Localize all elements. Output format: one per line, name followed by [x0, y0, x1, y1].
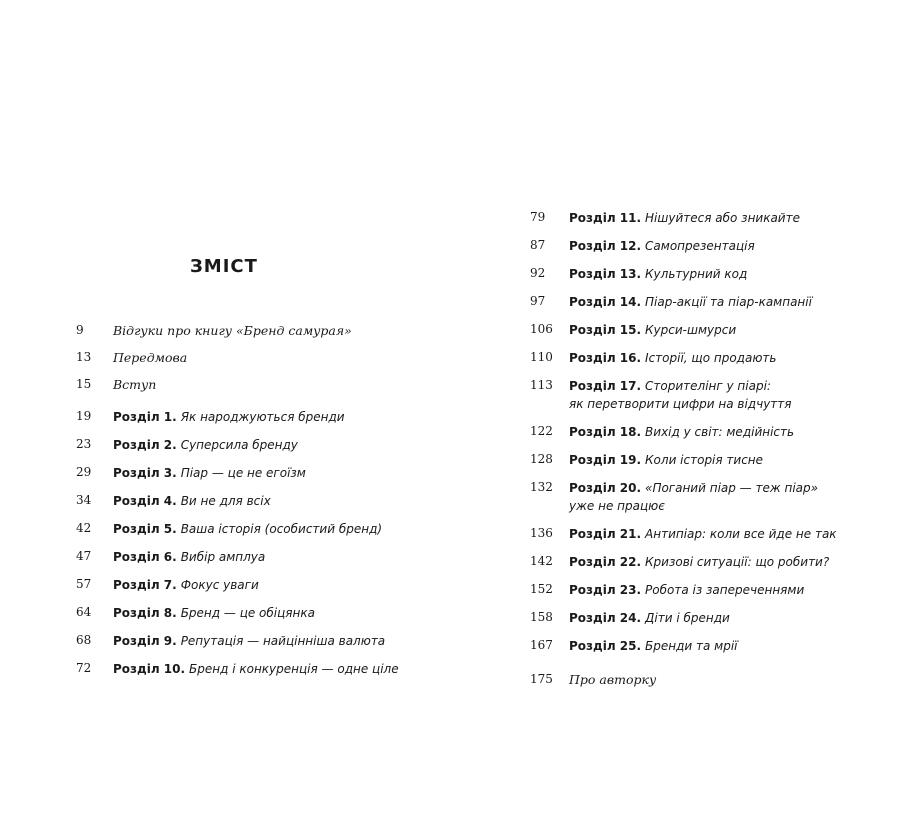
chapter-label: Розділ 3.	[113, 466, 177, 480]
page-number: 34	[76, 493, 92, 507]
toc-entry[interactable]	[76, 576, 416, 594]
chapter-title: Ви не для всіх	[180, 494, 271, 508]
chapter-title: Коли історія тисне	[645, 453, 764, 467]
page-number: 136	[530, 526, 553, 540]
toc-entry[interactable]	[76, 604, 416, 622]
page-number: 113	[530, 378, 553, 392]
chapter-label: Розділ 22.	[569, 555, 642, 569]
chapter-label: Розділ 7.	[113, 578, 177, 592]
page-number: 110	[530, 350, 553, 364]
chapter-label: Розділ 10.	[113, 662, 186, 676]
toc-entry[interactable]	[530, 237, 870, 255]
entry-title: Про авторку	[569, 672, 657, 687]
chapter-title: Як народжуються бренди	[180, 410, 345, 424]
toc-entry[interactable]	[76, 436, 416, 454]
toc-entry[interactable]	[530, 293, 870, 311]
page-number: 128	[530, 452, 553, 466]
chapter-label: Розділ 14.	[569, 295, 642, 309]
chapter-label: Розділ 12.	[569, 239, 642, 253]
chapter-title: Вибір амплуа	[180, 550, 266, 564]
page-number: 142	[530, 554, 553, 568]
page-number: 79	[530, 210, 546, 224]
chapter-title: Суперсила бренду	[180, 438, 298, 452]
page-number: 42	[76, 521, 92, 535]
page-number: 57	[76, 577, 92, 591]
chapter-title: Піар — це не егоїзм	[180, 466, 306, 480]
page-number: 64	[76, 605, 92, 619]
toc-entry[interactable]	[76, 492, 416, 510]
chapter-title-line2: як перетворити цифри на відчуття	[569, 397, 792, 411]
entry-title: Передмова	[113, 350, 188, 365]
toc-entry[interactable]	[76, 464, 416, 482]
chapter-title: «Поганий піар — теж піар»	[645, 481, 819, 495]
page-number: 19	[76, 409, 92, 423]
chapter-label: Розділ 4.	[113, 494, 177, 508]
page-number: 47	[76, 549, 92, 563]
chapter-title-line2: уже не працює	[569, 499, 665, 513]
chapter-label: Розділ 5.	[113, 522, 177, 536]
toc-entry[interactable]	[530, 479, 870, 515]
page-number: 158	[530, 610, 553, 624]
chapter-label: Розділ 19.	[569, 453, 642, 467]
chapter-title: Бренд і конкуренція — одне ціле	[189, 662, 399, 676]
toc-entry[interactable]	[76, 349, 416, 366]
toc-entry[interactable]	[530, 525, 870, 543]
toc-entry[interactable]	[530, 553, 870, 571]
chapter-title: Робота із запереченнями	[645, 583, 805, 597]
toc-entry[interactable]	[530, 581, 870, 599]
page-number: 132	[530, 480, 553, 494]
chapter-label: Розділ 9.	[113, 634, 177, 648]
toc-entry[interactable]	[530, 321, 870, 339]
page-number: 68	[76, 633, 92, 647]
chapter-label: Розділ 15.	[569, 323, 642, 337]
chapter-label: Розділ 17.	[569, 379, 642, 393]
chapter-title: Антипіар: коли все йде не так	[645, 527, 837, 541]
chapter-label: Розділ 2.	[113, 438, 177, 452]
chapter-title: Кризові ситуації: що робити?	[645, 555, 830, 569]
toc-entry[interactable]	[76, 520, 416, 538]
toc-entry[interactable]	[76, 660, 416, 678]
chapter-label: Розділ 25.	[569, 639, 642, 653]
toc-entry[interactable]	[76, 548, 416, 566]
chapter-label: Розділ 24.	[569, 611, 642, 625]
chapter-label: Розділ 20.	[569, 481, 642, 495]
toc-entry[interactable]	[76, 322, 416, 339]
page-number: 167	[530, 638, 553, 652]
chapter-label: Розділ 18.	[569, 425, 642, 439]
chapter-title: Діти і бренди	[645, 611, 730, 625]
chapter-title: Вихід у світ: медійність	[645, 425, 795, 439]
page-number: 97	[530, 294, 546, 308]
toc-entry[interactable]	[530, 265, 870, 283]
toc-entry[interactable]	[530, 377, 870, 413]
page-number: 175	[530, 672, 553, 686]
page-number: 152	[530, 582, 553, 596]
page-number: 23	[76, 437, 92, 451]
entry-title: Відгуки про книгу «Бренд самурая»	[113, 323, 352, 338]
chapter-label: Розділ 23.	[569, 583, 642, 597]
page-number: 29	[76, 465, 92, 479]
chapter-title: Бренди та мрії	[645, 639, 738, 653]
chapter-label: Розділ 6.	[113, 550, 177, 564]
page-number: 92	[530, 266, 546, 280]
page-number: 9	[76, 323, 84, 337]
page-number: 106	[530, 322, 553, 336]
chapter-label: Розділ 21.	[569, 527, 642, 541]
chapter-title: Культурний код	[645, 267, 748, 281]
toc-entry[interactable]	[76, 632, 416, 650]
chapter-title: Ваша історія (особистий бренд)	[180, 522, 383, 536]
page-title: ЗМІСТ	[190, 256, 258, 277]
chapter-label: Розділ 11.	[569, 211, 642, 225]
toc-right-column	[530, 209, 870, 688]
chapter-title: Репутація — найцінніша валюта	[180, 634, 386, 648]
toc-entry[interactable]	[530, 349, 870, 367]
chapter-title: Історії, що продають	[645, 351, 777, 365]
chapter-title: Нішуйтеся або зникайте	[645, 211, 800, 225]
page-number: 15	[76, 377, 92, 391]
toc-entry[interactable]	[530, 637, 870, 655]
chapter-label: Розділ 8.	[113, 606, 177, 620]
page-number: 122	[530, 424, 553, 438]
chapter-title: Бренд — це обіцянка	[180, 606, 315, 620]
page-number: 13	[76, 350, 92, 364]
chapter-title: Піар-акції та піар-кампанії	[645, 295, 812, 309]
toc-entry[interactable]	[530, 671, 870, 688]
toc-left-column	[76, 322, 416, 678]
toc-entry[interactable]	[530, 451, 870, 469]
toc-entry[interactable]	[530, 609, 870, 627]
chapter-title: Курси-шмурси	[645, 323, 737, 337]
toc-entry[interactable]	[76, 408, 416, 426]
toc-entry[interactable]	[530, 209, 870, 227]
page-number: 87	[530, 238, 546, 252]
chapter-label: Розділ 1.	[113, 410, 177, 424]
chapter-title: Фокус уваги	[180, 578, 259, 592]
toc-entry[interactable]	[530, 423, 870, 441]
entry-title: Вступ	[113, 377, 157, 392]
chapter-title: Самопрезентація	[645, 239, 755, 253]
toc-entry[interactable]	[76, 376, 416, 393]
page-number: 72	[76, 661, 92, 675]
chapter-label: Розділ 16.	[569, 351, 642, 365]
chapter-title: Сторителінг у піарі:	[645, 379, 771, 393]
chapter-label: Розділ 13.	[569, 267, 642, 281]
